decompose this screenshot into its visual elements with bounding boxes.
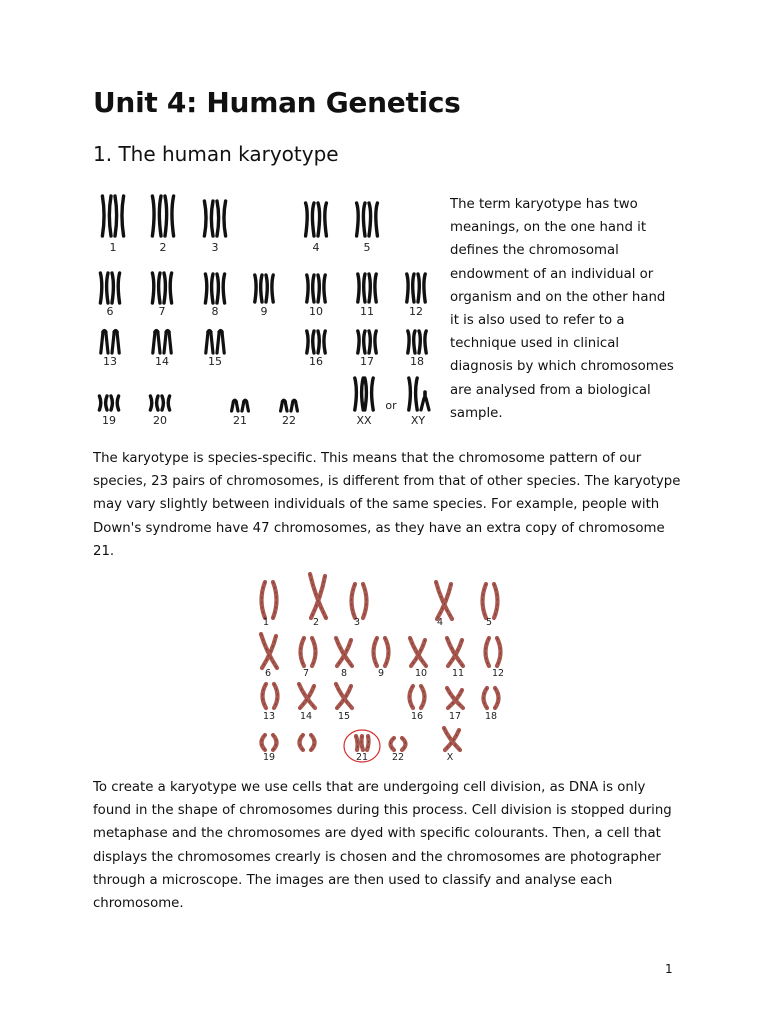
- or-text: or: [385, 399, 397, 412]
- chromosome-label-xx: XX: [356, 414, 372, 427]
- stained-label-12: 12: [491, 668, 505, 679]
- chromosome-pair-8: [205, 274, 224, 303]
- stained-label-10: 10: [414, 668, 428, 679]
- stained-label-16: 16: [410, 711, 424, 722]
- stained-label-8: 8: [340, 668, 348, 679]
- stained-label-5: 5: [485, 617, 493, 628]
- chromosome-label-21: 21: [233, 414, 247, 427]
- chromosome-pair-4: [306, 203, 327, 236]
- chromosome-pair-17: [358, 331, 376, 353]
- page-number: 1: [665, 962, 673, 976]
- chromosome-pair-13: [101, 330, 119, 353]
- chromosome-label-19: 19: [102, 414, 116, 427]
- chromosome-pair-15: [206, 330, 224, 353]
- sex-chromosomes-xy: [409, 378, 429, 410]
- stained-label-9: 9: [377, 668, 385, 679]
- stained-label-x: X: [446, 752, 454, 763]
- chromosome-label-5: 5: [363, 241, 371, 254]
- chromosome-label-3: 3: [211, 241, 219, 254]
- chromosome-pair-20: [150, 396, 169, 410]
- chromosome-pair-10: [307, 275, 325, 302]
- stained-label-13: 13: [262, 711, 276, 722]
- stained-label-7: 7: [302, 668, 310, 679]
- chromosome-label-14: 14: [155, 355, 169, 368]
- chromosome-label-11: 11: [360, 305, 374, 318]
- chromosome-pair-22: [281, 400, 298, 411]
- chromosome-pair-19: [99, 396, 118, 410]
- trisomy-21: [356, 736, 369, 750]
- chromosome-pair-16: [307, 331, 325, 353]
- down-syndrome-karyotype-figure: [218, 568, 518, 768]
- normal-karyotype-figure: [88, 188, 438, 438]
- stained-label-19: 19: [262, 752, 276, 763]
- chromosome-label-xy: XY: [410, 414, 426, 427]
- stained-label-6: 6: [264, 668, 272, 679]
- chromosome-label-22: 22: [282, 414, 296, 427]
- stained-label-21: 21: [355, 752, 369, 763]
- chromosome-label-10: 10: [309, 305, 323, 318]
- species-specific-paragraph: The karyotype is species-specific. This means that the chromosome pattern of our species, 23 pairs of chromosomes, is different from that of other species. The karyotype may vary slightly between individuals of the same species. For example, people with Down's syndrome have 47 chromosomes, as they have an extra copy of chromosome 21.: [93, 451, 681, 559]
- chromosome-label-18: 18: [410, 355, 424, 368]
- chromosome-label-9: 9: [260, 305, 268, 318]
- chromosome-label-16: 16: [309, 355, 323, 368]
- sex-chromosomes-xx: [355, 378, 373, 410]
- stained-label-11: 11: [451, 668, 465, 679]
- chromosome-pair-7: [152, 273, 171, 303]
- stained-label-15: 15: [337, 711, 351, 722]
- chromosome-pair-3: [204, 201, 225, 236]
- stained-label-4: 4: [436, 617, 444, 628]
- chromosome-pair-18: [408, 331, 426, 353]
- stained-label-14: 14: [299, 711, 313, 722]
- karyotype-definition-paragraph: The term karyotype has two meanings, on the one hand it defines the chromosomal endowment of an individual or organism and on the other hand it is also used to refer to a technique used in clinical diagnosis by which chromosomes are analysed from a biological sample.: [450, 197, 674, 421]
- chromosome-label-12: 12: [409, 305, 423, 318]
- stained-label-2: 2: [312, 617, 320, 628]
- section-heading: 1. The human karyotype: [93, 142, 339, 166]
- stained-label-3: 3: [353, 617, 361, 628]
- chromosome-pair-5: [357, 203, 378, 236]
- chromosome-label-8: 8: [211, 305, 219, 318]
- chromosome-label-20: 20: [153, 414, 167, 427]
- chromosome-label-17: 17: [360, 355, 374, 368]
- stained-label-17: 17: [448, 711, 462, 722]
- chromosome-label-2: 2: [159, 241, 167, 254]
- stained-label-1: 1: [262, 617, 270, 628]
- chromosome-label-15: 15: [208, 355, 222, 368]
- chromosome-label-1: 1: [109, 241, 117, 254]
- stained-label-18: 18: [484, 711, 498, 722]
- chromosome-pair-6: [100, 273, 119, 303]
- chromosome-label-6: 6: [106, 305, 114, 318]
- chromosome-pair-1: [102, 196, 123, 236]
- chromosome-pair-9: [255, 275, 273, 302]
- chromosome-label-7: 7: [158, 305, 166, 318]
- chromosome-pair-21: [232, 400, 249, 411]
- stained-label-22: 22: [391, 752, 405, 763]
- chromosome-pair-12: [407, 274, 425, 302]
- chromosome-label-13: 13: [103, 355, 117, 368]
- chromosome-pair-2: [152, 196, 173, 236]
- chromosome-pair-11: [358, 274, 376, 302]
- chromosome-label-4: 4: [312, 241, 320, 254]
- karyotype-method-paragraph: To create a karyotype we use cells that are undergoing cell division, as DNA is only found in the shape of chromosomes during this process. Cell division is stopped during metaphase and the chromosomes are dyed with specific colourants. Then, a cell that displays the chromosomes crearly is chosen and the chromosomes are photographer through a microscope. The images are then used to classify and analyse each chromosome.: [93, 780, 672, 912]
- chromosome-pair-14: [153, 330, 171, 353]
- page-title: Unit 4: Human Genetics: [93, 86, 461, 119]
